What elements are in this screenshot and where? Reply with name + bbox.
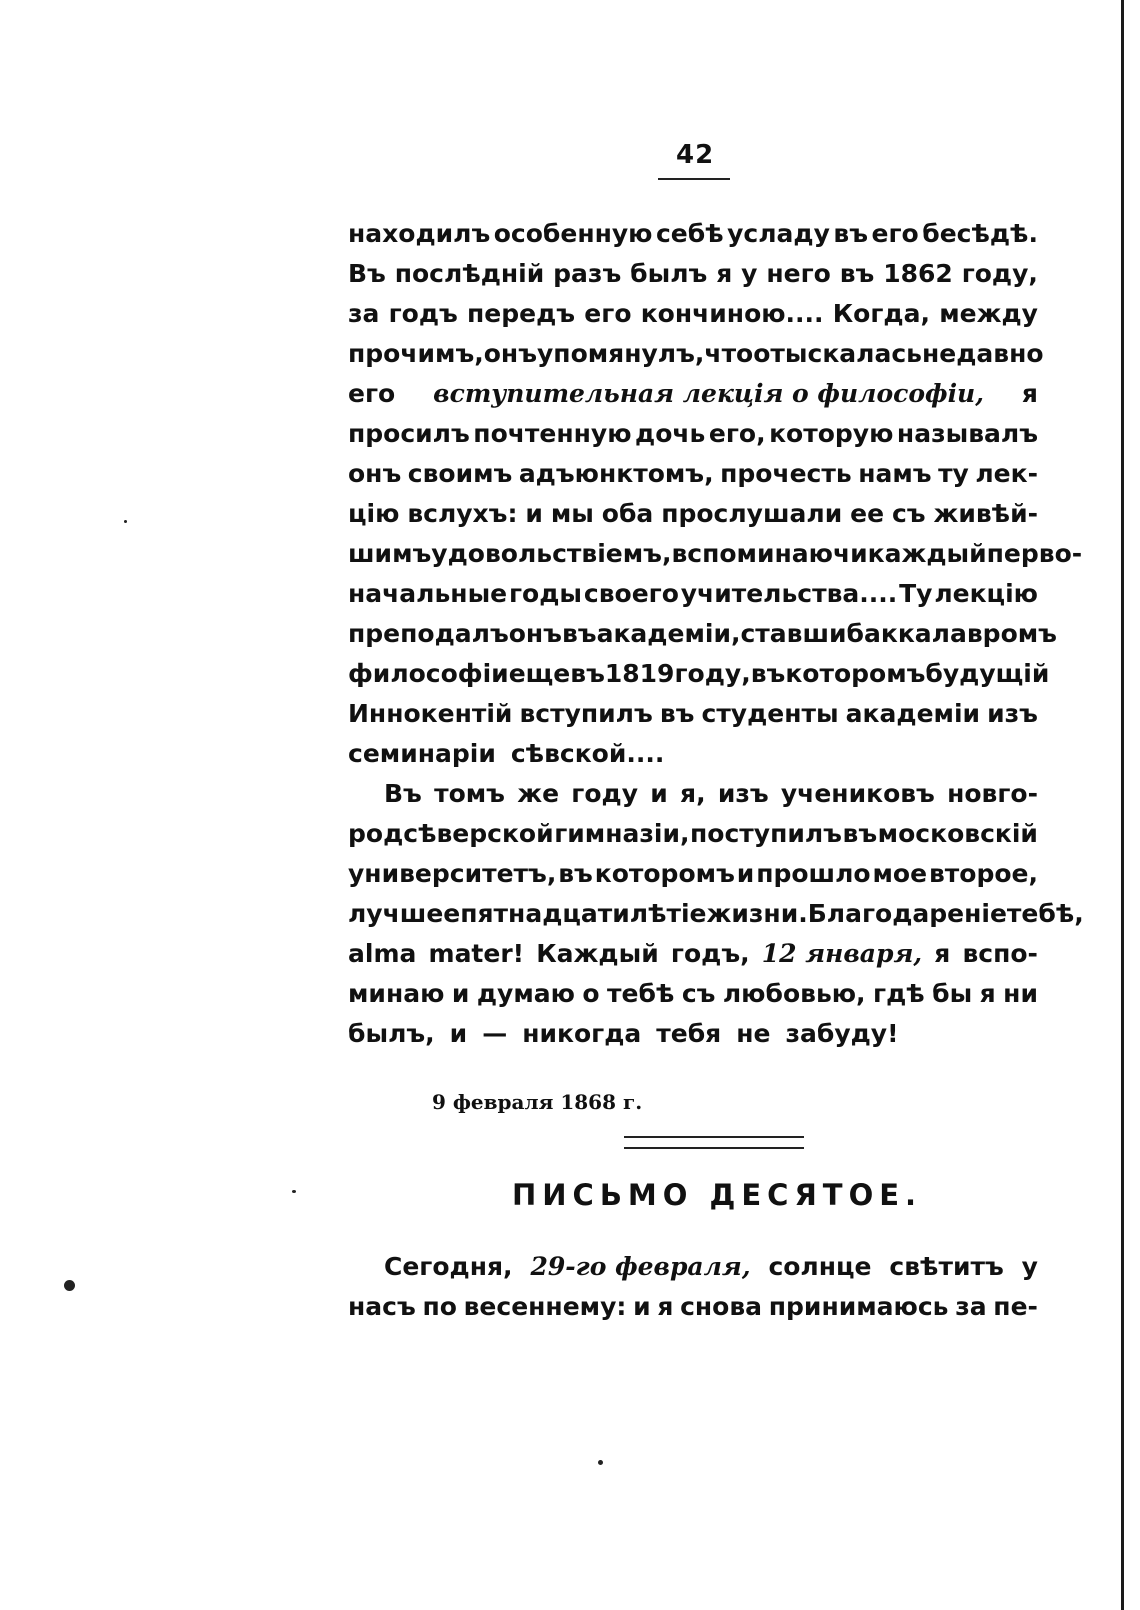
word: и [650,779,668,808]
word: оба [601,499,654,528]
word: лек- [975,459,1038,488]
word: въ [558,859,593,888]
word: него [766,259,831,288]
text-line [348,454,1038,494]
word: Иннокентій [348,699,513,728]
section-heading: ПИСЬМО ДЕСЯТОЕ. [512,1178,923,1212]
word: Въ [348,259,386,288]
word: у [1021,1252,1038,1281]
word: Благодареніе [807,899,1007,928]
word: по [422,1292,457,1321]
word: я [657,1292,674,1321]
text-line [348,1246,1038,1286]
word: прошло [756,859,871,888]
text-line [348,934,1038,974]
word: за [348,299,380,328]
word: былъ [630,259,708,288]
word: и [449,1019,468,1048]
word: поступилъ [690,819,842,848]
word: Каждый [536,939,659,968]
text-line [348,1014,1038,1054]
word: живѣй- [933,499,1038,528]
word: Ту [899,579,933,608]
word: тебѣ, [1006,899,1084,928]
word: тебя [656,1019,722,1048]
word: Когда, [832,299,930,328]
word: его [584,299,632,328]
word: вступительная лекція о философіи, [433,379,984,408]
word: ни [1003,979,1038,1008]
text-line [348,894,1084,934]
word: ставши [740,619,847,648]
word: почтенную [473,419,632,448]
word: въ [842,819,878,848]
word: онъ [483,339,537,368]
text-line [348,694,1038,734]
word: семинаріи [348,739,496,768]
word: философіи [348,659,509,688]
word: 1819 [604,659,675,688]
word: годъ [388,299,458,328]
section-divider [624,1136,804,1149]
word: которую [769,419,894,448]
word: съ [891,499,926,528]
word: сѣвской.... [510,739,665,768]
word: и [736,859,755,888]
word: тебѣ [607,979,675,1008]
word: вспоминаючи [671,539,868,568]
word: насъ [348,1292,416,1321]
word: дочь [635,419,706,448]
word: московскій [877,819,1038,848]
text-line [348,294,1038,334]
word: думаю [476,979,575,1008]
word: въ [570,659,605,688]
text-line [348,654,1050,694]
word: принимаюсь [768,1292,949,1321]
text-line [348,414,1038,454]
word: въ [833,219,869,248]
word: пе- [993,1292,1038,1321]
word: и [525,499,543,528]
text-line [348,214,1038,254]
word: бы [932,979,973,1008]
word: вспо- [962,939,1038,968]
word: 12 января, [761,939,923,968]
word: никогда [522,1019,642,1048]
text-line [348,334,1044,374]
word: прочесть [720,459,852,488]
word: минаю [348,979,445,1008]
word: годы [508,579,583,608]
text-line [348,854,1038,894]
word: снова [680,1292,763,1321]
word: не [736,1019,771,1048]
word: что [704,339,754,368]
word: которомъ [594,859,735,888]
word: разъ [553,259,622,288]
word: его [348,379,396,408]
word: учительства.... [680,579,898,608]
word: упомянулъ, [537,339,705,368]
word: гимназіи, [554,819,690,848]
word: каждый [867,539,987,568]
text-line [348,814,1038,854]
print-speck [124,520,127,523]
word: томъ [434,779,505,808]
word: лекцію [934,579,1038,608]
word: Сегодня, [384,1252,513,1281]
word: въ [750,659,786,688]
word: былъ, [348,1019,435,1048]
word: я [934,939,951,968]
word: mater! [428,939,525,968]
text-line [348,734,1038,774]
word: новго- [947,779,1038,808]
word: же [517,779,560,808]
word: — [482,1019,508,1048]
print-speck [292,1190,296,1193]
word: весеннему: [463,1292,627,1321]
word: вступилъ [519,699,653,728]
text-line [348,614,1057,654]
word: себѣ [655,219,724,248]
word: ее [850,499,885,528]
word: въ [561,619,597,648]
word: въ [659,699,695,728]
print-speck [598,1460,603,1465]
word: второе, [928,859,1038,888]
word: ту [938,459,969,488]
word: между [939,299,1038,328]
word: перво- [986,539,1083,568]
word: 29-го февраля, [530,1252,751,1281]
word: своего [583,579,679,608]
word: солнце [768,1252,872,1281]
word: вслухъ: [407,499,518,528]
text-line [348,534,1083,574]
word: годъ, [670,939,750,968]
word: которомъ [785,659,926,688]
word: его [871,219,919,248]
next-letter-text [348,1246,1038,1326]
page-number-rule [658,178,730,180]
word: учениковъ [780,779,935,808]
word: я [716,259,733,288]
text-line [348,494,1038,534]
word: бесѣдѣ. [922,219,1038,248]
word: называлъ [896,419,1038,448]
word: его, [708,419,766,448]
word: я [979,979,996,1008]
text-line [348,574,1038,614]
word: изъ [717,779,769,808]
word: забуду! [785,1019,899,1048]
word: лучшее [348,899,461,928]
word: послѣдній [394,259,545,288]
word: намъ [858,459,932,488]
word: Въ [384,779,422,808]
word: я [1021,379,1038,408]
word: свѣтитъ [889,1252,1004,1281]
word: мы [550,499,594,528]
word: недавно [921,339,1044,368]
text-line [348,974,1038,1014]
word: онъ [348,459,402,488]
word: я, [680,779,706,808]
word: прослушали [661,499,843,528]
word: 1862 [883,259,953,288]
word: гдѣ [873,979,925,1008]
word: академіи [845,699,981,728]
word: университетъ, [348,859,557,888]
word: о [582,979,600,1008]
text-line [348,774,1038,814]
text-line [348,1286,1038,1326]
word: у [741,259,758,288]
word: будущій [925,659,1050,688]
word: году, [674,659,751,688]
word: изъ [987,699,1038,728]
word: прочимъ, [348,339,484,368]
word: въ [839,259,875,288]
word: родсѣверской [348,819,554,848]
page-edge-line [1121,0,1124,1610]
word: пятнадцатилѣтіе [460,899,707,928]
word: студенты [701,699,839,728]
word: цію [348,499,400,528]
word: передъ [467,299,576,328]
word: находилъ [348,219,491,248]
letter-date: 9 февраля 1868 г. [432,1090,643,1114]
print-speck [64,1280,75,1291]
word: и [451,979,470,1008]
text-line [348,254,1038,294]
word: отыскалась [753,339,922,368]
text-line [348,374,1038,414]
word: академіи, [596,619,741,648]
word: мое [872,859,928,888]
word: кончиною.... [640,299,824,328]
letter-body-text [348,214,1084,1054]
word: усладу [727,219,830,248]
word: особенную [493,219,653,248]
word: адъюнктомъ, [518,459,714,488]
word: онъ [508,619,562,648]
word: за [955,1292,987,1321]
word: и [633,1292,651,1321]
word: своимъ [407,459,513,488]
page-number: 42 [676,140,715,170]
word: любовью, [722,979,866,1008]
word: удовольствіемъ, [431,539,672,568]
word: баккалавромъ [846,619,1057,648]
word: году, [961,259,1038,288]
word: еще [508,659,571,688]
word: шимъ [348,539,432,568]
word: преподалъ [348,619,509,648]
word: жизни. [706,899,808,928]
word: просилъ [348,419,470,448]
word: году [571,779,639,808]
word: alma [348,939,417,968]
word: начальные [348,579,508,608]
word: съ [681,979,716,1008]
